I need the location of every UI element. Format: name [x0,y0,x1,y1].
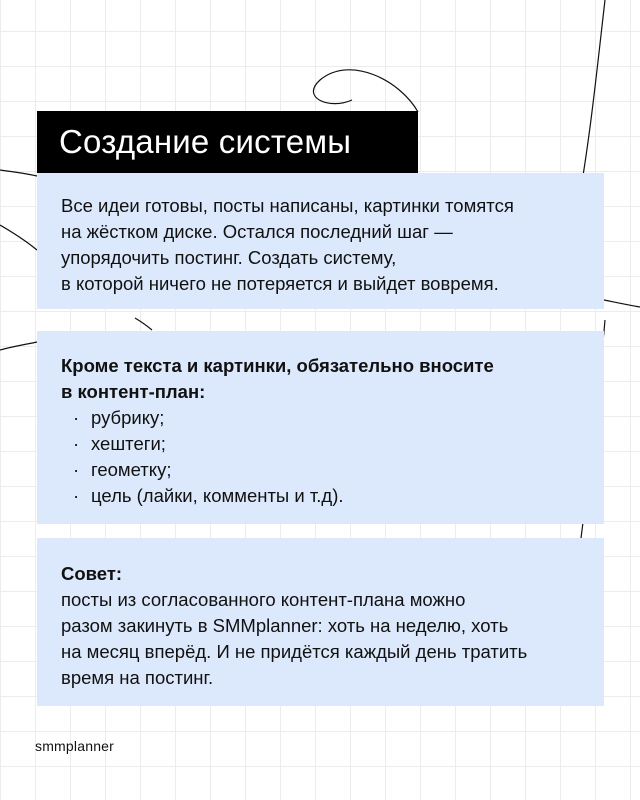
content-plan-card [37,331,604,524]
bullet-icon: · [73,485,80,506]
list-item [69,431,580,457]
content-plan-list [61,405,580,509]
intro-line: упорядочить постинг. Создать систему, [61,247,397,268]
heading-line: Кроме текста и картинки, обязательно вносите [61,355,494,376]
list-item-text: цель (лайки, комменты и т.д). [91,485,344,506]
list-item-text: геометку; [91,459,172,480]
list-item [69,405,580,431]
tip-line: на месяц вперёд. И не придётся каждый день тратить [61,641,528,662]
heading-line: в контент-план: [61,381,206,402]
list-item [69,483,580,509]
list-item [69,457,580,483]
bullet-icon: · [73,433,80,454]
tip-line: посты из согласованного контент-плана можно [61,589,466,610]
list-item-text: хештеги; [91,433,166,454]
brand-logo: smmplanner [35,738,115,754]
list-item-text: рубрику; [91,407,165,428]
tip-card [37,538,604,706]
tip-line: время на постинг. [61,667,214,688]
tip-heading: Совет: [61,563,123,584]
content-plan-heading [61,353,580,405]
bullet-icon: · [73,459,80,480]
bullet-icon: · [73,407,80,428]
intro-card [37,173,604,309]
intro-line: в которой ничего не потеряется и выйдет вовремя. [61,273,499,294]
tip-line: разом закинуть в SMMplanner: хоть на неделю, хоть [61,615,509,636]
intro-line: на жёстком диске. Остался последний шаг — [61,221,453,242]
page-title: Создание системы [37,111,418,173]
intro-line: Все идеи готовы, посты написаны, картинки томятся [61,195,514,216]
